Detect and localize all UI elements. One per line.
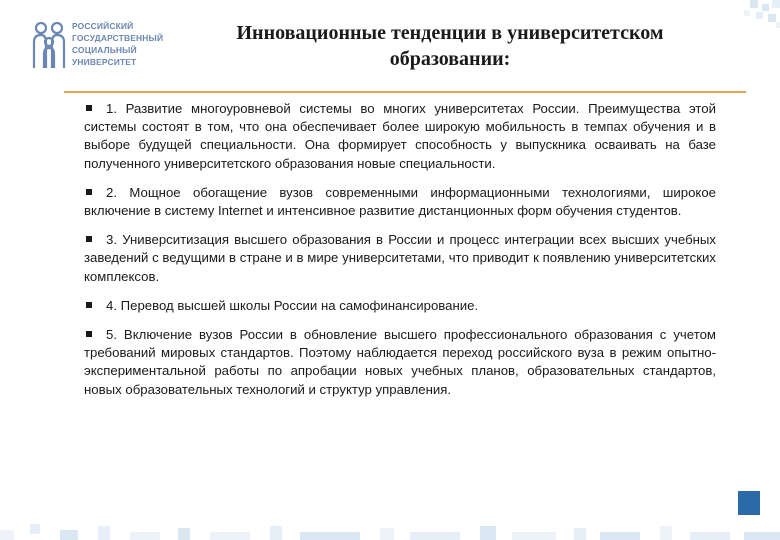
list-item-text: 2. Мощное обогащение вузов современными информационными технологиями, широкое включение в систему Internet и интенсивное развитие дистанционных форм обучения студентов. xyxy=(84,184,716,219)
accent-square xyxy=(738,491,760,515)
list-item-text: 1. Развитие многоуровневой системы во многих университетах России. Преимущества этой системы состоят в том, что она обеспечивает более широкую мобильность в темпах обучения и в выборе будущей специальности. Она формирует способность у выпускника осваивать на базе полученного университетского образования новые специальности. xyxy=(84,101,716,171)
list-item-text: 3. Университизация высшего образования в России и процесс интеграции всех высших учебных заведений с ведущими в стране и в мире университетами, что приводит к появлению университетских комплексов. xyxy=(84,232,716,284)
list-item-text: 5. Включение вузов России в обновление высшего профессионального образования с учетом требований мировых стандартов. Поэтому наблюдается переход российского вуза в режим опытно-экспериментальной работы по апробации новых учебных планов, образовательных стандартов, новых образовательных технологий и структур управления. xyxy=(84,327,716,397)
decorative-squares-bottom xyxy=(0,510,780,540)
list-item xyxy=(84,297,716,315)
logo-line: РОССИЙСКИЙ xyxy=(72,21,134,31)
logo-line: УНИВЕРСИТЕТ xyxy=(72,57,137,67)
list-item-text: 4. Перевод высшей школы России на самофинансирование. xyxy=(106,297,479,313)
list-item xyxy=(84,326,716,399)
content-list xyxy=(84,100,716,410)
logo-line: ГОСУДАРСТВЕННЫЙ xyxy=(72,33,164,43)
list-item xyxy=(84,231,716,286)
people-family-icon xyxy=(32,20,66,70)
list-item xyxy=(84,184,716,220)
logo-wordmark xyxy=(72,20,167,68)
university-logo xyxy=(32,18,162,74)
bullet-square-icon xyxy=(86,236,92,242)
bullet-square-icon xyxy=(86,105,92,111)
bullet-square-icon xyxy=(86,331,92,337)
logo-line: СОЦИАЛЬНЫЙ xyxy=(72,45,137,55)
page-title: Инновационные тенденции в университетском образовании: xyxy=(236,22,664,70)
list-item xyxy=(84,100,716,173)
bullet-square-icon xyxy=(86,302,92,308)
bullet-square-icon xyxy=(86,189,92,195)
title-divider xyxy=(64,91,746,93)
